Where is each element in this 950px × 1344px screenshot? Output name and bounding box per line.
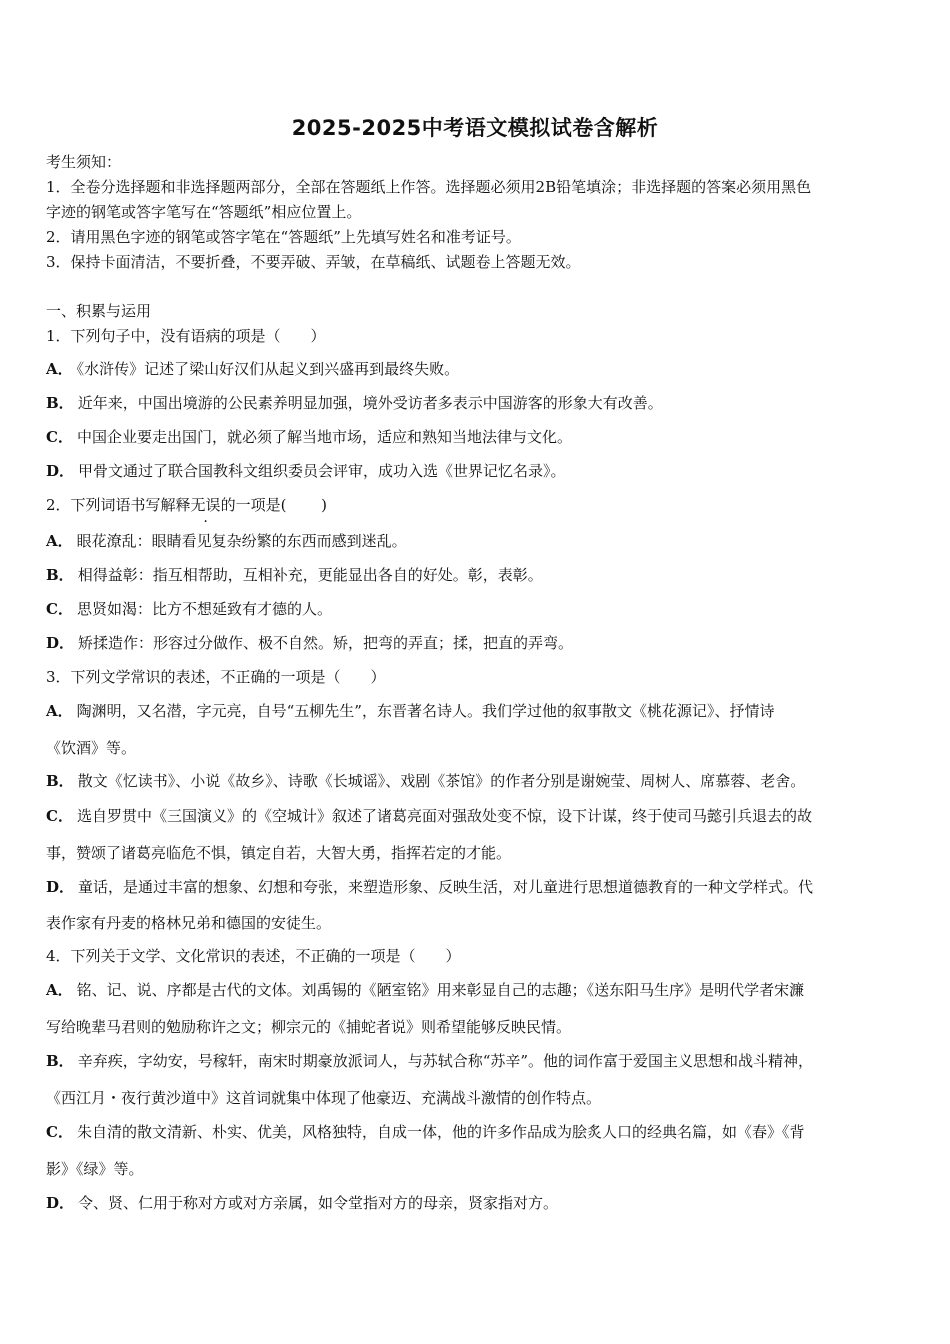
option-letter: D． bbox=[46, 634, 75, 652]
option-text: 散文《忆读书》、小说《故乡》、诗歌《长城谣》、戏剧《茶馆》的作者分别是谢婉莹、周树人、席慕蓉、老舍。 bbox=[77, 772, 806, 790]
option-text: 近年来，中国出境游的公民素养明显加强，境外受访者多表示中国游客的形象大有改善。 bbox=[77, 394, 663, 412]
q2-option-b[interactable] bbox=[46, 564, 910, 586]
option-letter: A． bbox=[46, 532, 73, 550]
option-letter: D． bbox=[46, 878, 75, 896]
option-text: 铭、记、说、序都是古代的文体。刘禹锡的《陋室铭》用来彰显自己的志趣；《送东阳马生序》是明代学者宋濂 bbox=[76, 981, 805, 999]
notice-item-3: 3．保持卡面清洁，不要折叠，不要弄破、弄皱，在草稿纸、试题卷上答题无效。 bbox=[46, 253, 581, 271]
option-text: 陶渊明，又名潜，字元亮，自号“五柳先生”，东晋著名诗人。我们学过他的叙事散文《桃花源记》、抒情诗 bbox=[76, 702, 775, 720]
option-text: 朱自清的散文清新、朴实、优美，风格独特，自成一体，他的许多作品成为脍炙人口的经典名篇，如《春》《背 bbox=[76, 1123, 805, 1141]
option-letter: B． bbox=[46, 1052, 74, 1070]
option-text: 眼花潦乱：眼睛看见复杂纷繁的东西而感到迷乱。 bbox=[76, 532, 407, 550]
section-heading: 一、积累与运用 bbox=[46, 302, 152, 320]
q3-option-a[interactable] bbox=[46, 700, 910, 722]
q4-option-d[interactable] bbox=[46, 1192, 910, 1214]
q4-option-c-cont: 影》《绿》等。 bbox=[46, 1160, 144, 1178]
option-letter: D． bbox=[46, 1194, 75, 1212]
q1-option-d[interactable] bbox=[46, 460, 910, 482]
option-text: 思贤如渴：比方不想延致有才德的人。 bbox=[76, 600, 332, 618]
q3-option-c-cont: 事，赞颂了诸葛亮临危不惧，镇定自若，大智大勇，指挥若定的才能。 bbox=[46, 844, 512, 862]
option-letter: C． bbox=[46, 807, 73, 825]
page-title: 2025-2025中考语文模拟试卷含解析 bbox=[291, 116, 659, 140]
q3-option-c[interactable] bbox=[46, 805, 910, 827]
option-text: 《水浒传》记述了梁山好汉们从起义到兴盛再到最终失败。 bbox=[76, 360, 460, 378]
option-text: 矫揉造作：形容过分做作、极不自然。矫，把弯的弄直；揉，把直的弄弯。 bbox=[78, 634, 574, 652]
q2-stem-emphasis: 无误 bbox=[190, 496, 221, 514]
option-letter: A． bbox=[46, 360, 73, 378]
option-letter: C． bbox=[46, 1123, 73, 1141]
q4-stem: 4．下列关于文学、文化常识的表述，不正确的一项是（ ） bbox=[46, 947, 461, 965]
q3-option-d-cont: 表作家有丹麦的格林兄弟和德国的安徒生。 bbox=[46, 914, 332, 932]
q4-option-b-cont: 《西江月・夜行黄沙道中》这首词就集中体现了他豪迈、充满战斗激情的创作特点。 bbox=[46, 1089, 602, 1107]
option-text: 辛弃疾，字幼安，号稼轩，南宋时期豪放派词人，与苏轼合称“苏辛”。他的词作富于爱国主义思想和战斗精神， bbox=[77, 1052, 814, 1070]
q3-option-a-cont: 《饮酒》等。 bbox=[46, 739, 137, 757]
notice-item-1: 1．全卷分选择题和非选择题两部分，全部在答题纸上作答。选择题必须用2B铅笔填涂；非选择题的答案必须用黑色 bbox=[46, 178, 812, 196]
q2-option-d[interactable] bbox=[46, 632, 910, 654]
option-text: 选自罗贯中《三国演义》的《空城计》叙述了诸葛亮面对强敌处变不惊，设下计谋，终于使司马懿引兵退去的故 bbox=[76, 807, 812, 825]
q3-option-d[interactable] bbox=[46, 876, 910, 898]
q4-option-c[interactable] bbox=[46, 1121, 910, 1143]
q4-option-a[interactable] bbox=[46, 979, 910, 1001]
option-letter: C． bbox=[46, 600, 73, 618]
q2-stem bbox=[46, 494, 910, 516]
q1-option-a[interactable] bbox=[46, 358, 910, 380]
q2-stem-pre: 2．下列词语书写解释 bbox=[46, 496, 191, 514]
option-text: 令、贤、仁用于称对方或对方亲属，如令堂指对方的母亲，贤家指对方。 bbox=[78, 1194, 559, 1212]
option-letter: C． bbox=[46, 428, 73, 446]
option-text: 相得益彰：指互相帮助，互相补充，更能显出各自的好处。彰，表彰。 bbox=[77, 566, 543, 584]
q2-stem-post: 的一项是( ) bbox=[220, 496, 328, 514]
option-letter: B． bbox=[46, 394, 74, 412]
notice-item-2: 2．请用黑色字迹的钢笔或答字笔在“答题纸”上先填写姓名和准考证号。 bbox=[46, 228, 521, 246]
q4-option-a-cont: 写给晚辈马君则的勉励称许之文；柳宗元的《捕蛇者说》则希望能够反映民情。 bbox=[46, 1018, 572, 1036]
q3-option-b[interactable] bbox=[46, 770, 910, 792]
q1-stem: 1．下列句子中，没有语病的项是（ ） bbox=[46, 327, 326, 345]
option-letter: B． bbox=[46, 772, 74, 790]
option-text: 甲骨文通过了联合国教科文组织委员会评审，成功入选《世界记忆名录》。 bbox=[78, 462, 566, 480]
option-letter: A． bbox=[46, 981, 73, 999]
q1-option-c[interactable] bbox=[46, 426, 910, 448]
notice-heading: 考生须知： bbox=[46, 153, 122, 171]
option-letter: D． bbox=[46, 462, 75, 480]
option-letter: A． bbox=[46, 702, 73, 720]
q4-option-b[interactable] bbox=[46, 1050, 910, 1072]
option-text: 中国企业要走出国门，就必须了解当地市场，适应和熟知当地法律与文化。 bbox=[76, 428, 572, 446]
q1-option-b[interactable] bbox=[46, 392, 910, 414]
q2-option-a[interactable] bbox=[46, 530, 910, 552]
q3-stem: 3．下列文学常识的表述，不正确的一项是（ ） bbox=[46, 668, 386, 686]
option-text: 童话，是通过丰富的想象、幻想和夸张，来塑造形象、反映生活，对儿童进行思想道德教育的一种文学样式。代 bbox=[78, 878, 814, 896]
notice-item-1-cont: 字迹的钢笔或答字笔写在“答题纸”相应位置上。 bbox=[46, 203, 362, 221]
q2-option-c[interactable] bbox=[46, 598, 910, 620]
option-letter: B． bbox=[46, 566, 74, 584]
